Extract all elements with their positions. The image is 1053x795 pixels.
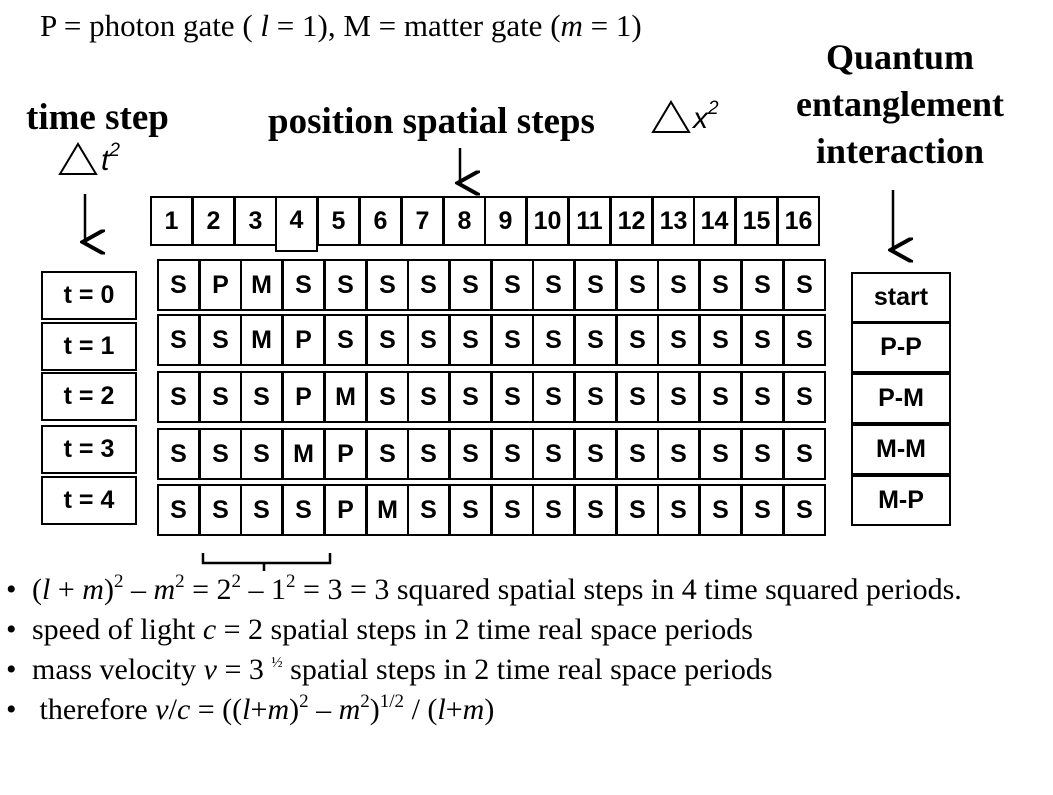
grid-cell: S: [574, 371, 617, 423]
grid-cell: S: [783, 428, 826, 480]
grid-cell: S: [657, 314, 700, 366]
grid-cell: S: [574, 428, 617, 480]
bullet-mass-velocity: • mass velocity v = 3 $^{\frac{1}{2}}$ spatial steps in 2 time real space periods: [6, 653, 773, 686]
grid-cell: M: [324, 371, 367, 423]
position-delta-exponent: 2: [708, 98, 719, 119]
grid-cell: S: [741, 314, 784, 366]
spatial-brace-icon: [203, 553, 330, 571]
position-delta-symbol: x: [693, 102, 708, 135]
time-cell: t = 3: [41, 425, 137, 474]
position-cell: 1: [150, 196, 193, 246]
grid-cell: S: [699, 428, 742, 480]
grid-cell: S: [199, 428, 242, 480]
grid-cell: S: [783, 259, 826, 311]
grid-cell: M: [240, 314, 283, 366]
grid-cell: S: [449, 428, 492, 480]
grid-cell: S: [407, 259, 450, 311]
grid-cell: S: [783, 371, 826, 423]
grid-cell: S: [741, 259, 784, 311]
grid-cell: M: [240, 259, 283, 311]
interaction-cell: P-M: [851, 373, 951, 424]
grid-cell: S: [157, 371, 200, 423]
bullet-speed-of-light: • speed of light c = 2 spatial steps in 2 time real space periods: [6, 613, 753, 646]
position-cell: 7: [401, 196, 444, 246]
bullet-dot-icon: •: [6, 693, 17, 726]
grid-cell: S: [449, 259, 492, 311]
grid-cell: S: [240, 428, 283, 480]
grid-cell: S: [157, 428, 200, 480]
grid-cell: S: [616, 484, 659, 536]
quantum-heading-line-3: interaction: [816, 130, 984, 171]
grid-cell: S: [449, 484, 492, 536]
grid-cell: S: [574, 259, 617, 311]
grid-cell: S: [199, 371, 242, 423]
position-cell: 10: [526, 196, 569, 246]
grid-cell: M: [282, 428, 325, 480]
bullet-difference-of-squares: • $(l + m)^2 - m^2 = 2^2 - 1^2 = 3 = 3$ squared spatial steps in 4 time squared periods.: [6, 571, 962, 606]
grid-cell: S: [657, 484, 700, 536]
grid-cell: S: [616, 371, 659, 423]
grid-cell: S: [199, 484, 242, 536]
grid-cell: S: [574, 314, 617, 366]
grid-cell: S: [407, 484, 450, 536]
m-symbol: m: [560, 8, 583, 43]
grid-cell: S: [491, 428, 534, 480]
time-step-heading: time step: [26, 97, 169, 138]
grid-cell: S: [741, 371, 784, 423]
position-cell: 15: [735, 196, 778, 246]
grid-cell: S: [574, 484, 617, 536]
grid-cell: S: [616, 259, 659, 311]
grid-cell: S: [657, 259, 700, 311]
grid-cell: S: [157, 314, 200, 366]
position-cell: 8: [443, 196, 486, 246]
quantum-heading-line-1: Quantum: [825, 37, 975, 77]
grid-cell: S: [282, 259, 325, 311]
bullet-dot-icon: •: [6, 653, 17, 686]
grid-cell: S: [491, 371, 534, 423]
position-cell: 2: [192, 196, 235, 246]
grid-cell: S: [366, 371, 409, 423]
grid-cell: S: [699, 371, 742, 423]
grid-cell: S: [366, 314, 409, 366]
grid-cell: S: [616, 314, 659, 366]
time-cell: t = 2: [41, 372, 137, 421]
grid-cell: S: [491, 484, 534, 536]
interaction-cell: M-P: [851, 475, 951, 526]
bullet-dot-icon: •: [6, 573, 17, 606]
bullet-dot-icon: •: [6, 613, 17, 646]
grid-cell: S: [449, 314, 492, 366]
position-cell: 9: [484, 196, 527, 246]
grid-cell: S: [783, 484, 826, 536]
position-cell: 3: [234, 196, 277, 246]
interaction-cell: start: [851, 272, 951, 323]
interaction-cell: M-M: [851, 424, 951, 475]
position-cell: 4: [275, 196, 318, 252]
position-cell: 16: [777, 196, 820, 246]
grid-cell: S: [532, 428, 575, 480]
grid-cell: S: [532, 484, 575, 536]
grid-cell: S: [449, 371, 492, 423]
bullet-therefore: • therefore $v/c = ((l+m)^2 - m^2)^{1/2} / (l+m)$: [6, 691, 495, 726]
grid-cell: S: [699, 259, 742, 311]
position-heading: position spatial steps: [268, 101, 595, 142]
grid-cell: S: [532, 314, 575, 366]
position-cell: 11: [568, 196, 611, 246]
grid-cell: S: [366, 259, 409, 311]
grid-cell: S: [741, 428, 784, 480]
grid-cell: S: [240, 371, 283, 423]
grid-cell: S: [157, 259, 200, 311]
grid-cell: S: [240, 484, 283, 536]
grid-cell: S: [366, 428, 409, 480]
photon-symbol: P: [40, 8, 57, 43]
position-cell: 6: [359, 196, 402, 246]
grid-cell: S: [532, 371, 575, 423]
definition-text-1: = photon gate (: [56, 8, 261, 43]
grid-cell: S: [407, 314, 450, 366]
grid-cell: S: [407, 371, 450, 423]
definition-text-2: = 1), M = matter gate (: [269, 8, 561, 43]
grid-cell: S: [699, 484, 742, 536]
explanation-list: [6, 571, 1051, 735]
grid-cell: P: [199, 259, 242, 311]
grid-cell: S: [532, 259, 575, 311]
grid-cell: S: [324, 314, 367, 366]
definition-text-3: = 1): [582, 8, 642, 43]
grid-cell: S: [699, 314, 742, 366]
position-cell: 12: [610, 196, 653, 246]
quantum-heading-line-2: entanglement: [796, 83, 1004, 124]
position-cell: 5: [317, 196, 360, 246]
grid-cell: P: [324, 484, 367, 536]
position-cell: 13: [652, 196, 695, 246]
grid-cell: S: [783, 314, 826, 366]
time-delta-symbol: t: [101, 144, 110, 177]
position-cell: 14: [693, 196, 736, 246]
time-cell: t = 4: [41, 476, 137, 525]
grid-cell: P: [282, 314, 325, 366]
grid-cell: S: [324, 259, 367, 311]
grid-cell: S: [407, 428, 450, 480]
grid-cell: S: [157, 484, 200, 536]
grid-cell: S: [199, 314, 242, 366]
time-cell: t = 0: [41, 271, 137, 320]
grid-cell: S: [282, 484, 325, 536]
interaction-cell: P-P: [851, 322, 951, 373]
grid-cell: S: [657, 428, 700, 480]
grid-cell: S: [491, 259, 534, 311]
grid-cell: S: [616, 428, 659, 480]
grid-cell: S: [657, 371, 700, 423]
grid-cell: M: [366, 484, 409, 536]
time-delta-exponent: 2: [109, 140, 120, 161]
grid-cell: S: [741, 484, 784, 536]
time-cell: t = 1: [41, 322, 137, 371]
grid-cell: P: [324, 428, 367, 480]
grid-cell: P: [282, 371, 325, 423]
l-symbol: l: [260, 8, 270, 43]
grid-cell: S: [491, 314, 534, 366]
